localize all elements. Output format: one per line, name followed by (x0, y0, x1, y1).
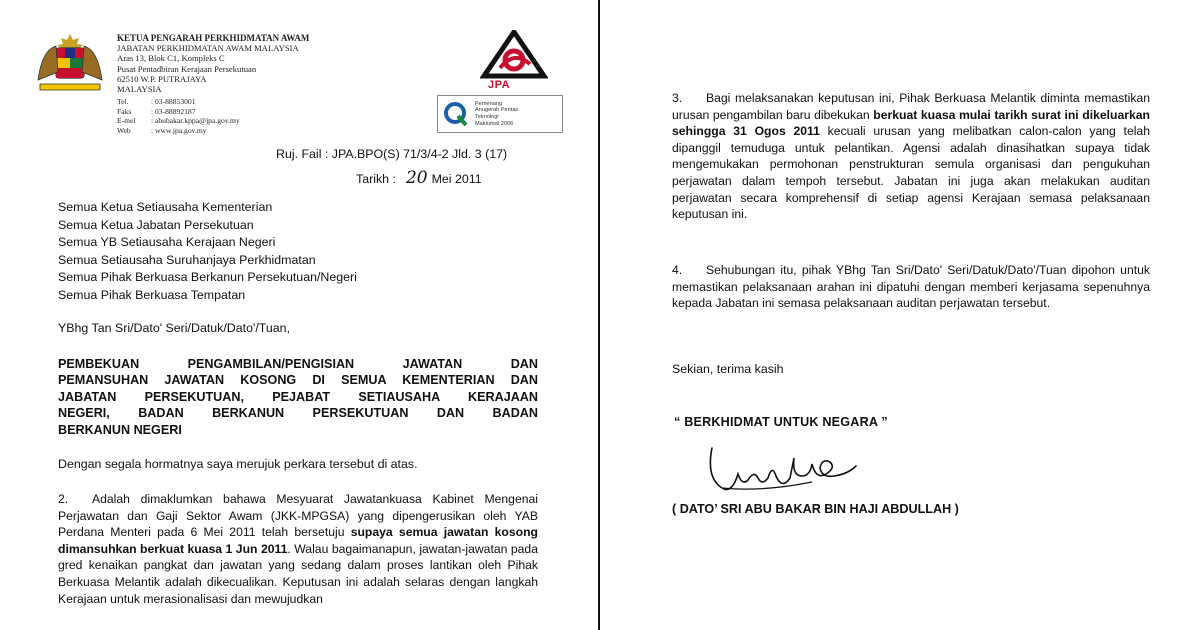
award-badge (437, 95, 563, 133)
paragraph-text: . Walau bagaimanapun, jawatan-jawatan pada gred kenaikan pangkat dan jawatan yang sedang dalam proses lantikan oleh Pihak Berkuasa Melantik adalah dikecualikan. Keputusan ini adalah selaras dengan langkah Kerajaan untuk merasionalisasi dan mewujudkan (58, 541, 538, 606)
contact-label: Web (117, 125, 131, 135)
contact-label: E-mel (117, 116, 136, 126)
handwritten-signature (700, 438, 890, 506)
contact-value: : abubakar.kppa@jpa.gov.my (151, 116, 240, 126)
paragraph-number: 2. (58, 492, 69, 506)
contact-row (117, 107, 240, 117)
date-month-year: Mei 2011 (431, 172, 482, 186)
subject-line: NEGERI, BADAN BERKANUN PERSEKUTUAN DAN BADAN (58, 406, 538, 421)
paragraph-4 (672, 262, 1150, 312)
paragraph-bold-text: supaya semua jawatan kosong dimansuhkan berkuat kuasa 1 Jun 2011 (58, 525, 538, 556)
letter-date (356, 168, 482, 188)
recipient-line: Semua Setiausaha Suruhanjaya Perkhidmatan (58, 252, 316, 267)
contact-value: : 03-88892187 (151, 106, 196, 116)
paragraph-3 (672, 90, 1150, 223)
paragraph-text: kecuali urusan yang melibatkan calon-calon yang telah dipanggil temuduga untuk pelantikan. Agensi adalah dinasihatkan supaya tidak mengemukakan permohonan penstrukturan semula organisasi dan pengukuhan perjawatan dalam tempoh tersebut. Jabatan ini juga akan melakukan auditan perjawatan secara komprehensif di setiap agensi Kerajaan semasa pelaksanaan keputusan ini. (672, 124, 1150, 222)
letterhead-address-block (117, 33, 309, 94)
closing-line: Sekian, terima kasih (672, 362, 784, 376)
motto: “ BERKHIDMAT UNTUK NEGARA ” (674, 415, 888, 429)
subject-line: PEMBEKUAN PENGAMBILAN/PENGISIAN JAWATAN DAN (58, 357, 538, 371)
award-line: Pemenang (475, 100, 503, 107)
paragraph-bold-text: berkuat kuasa mulai tarikh surat ini dikeluarkan sehingga 31 Ogos 2011 (672, 107, 1150, 139)
contact-value: : 03-88853001 (151, 97, 196, 106)
contact-row (117, 116, 240, 126)
subject-line: JABATAN PERSEKUTUAN, PEJABAT SETIAUSAHA KERAJAAN (58, 389, 538, 404)
paragraph-text: Sehubungan itu, pihak YBhg Tan Sri/Dato' Seri/Datuk/Dato'/Tuan dipohon untuk memastikan pelaksanaan arahan ini dipatuhi dengan memberi kerjasama sepenuhnya kepada Jabatan ini semasa pelaksanaan auditan perjawatan tersebut. (672, 263, 1150, 311)
award-text (475, 101, 518, 127)
page-divider (598, 0, 600, 630)
contact-label: Tel. (117, 97, 129, 106)
award-line: Anugerah Pentas (475, 107, 519, 114)
contact-block (117, 97, 240, 135)
subject-heading (58, 356, 538, 438)
recipient-line: Semua Ketua Jabatan Persekutuan (58, 217, 254, 232)
award-line: Maklumat 2006 (475, 120, 514, 127)
subject-line: PEMANSUHAN JAWATAN KOSONG DI SEMUA KEMENTERIAN DAN (58, 373, 538, 388)
file-reference: Ruj. Fail : JPA.BPO(S) 71/3/4-2 Jld. 3 (17) (276, 147, 508, 161)
paragraph-number: 4. (672, 263, 683, 277)
address-line: MALAYSIA (117, 84, 162, 95)
salutation: YBhg Tan Sri/Dato' Seri/Datuk/Dato'/Tuan, (58, 321, 291, 335)
subject-line: BERKANUN NEGERI (58, 422, 182, 437)
contact-label: Faks (117, 106, 132, 116)
date-day-handwritten: 20 (405, 168, 428, 188)
recipient-line: Semua Pihak Berkuasa Berkanun Persekutuan/Negeri (58, 270, 357, 285)
department-name: JABATAN PERKHIDMATAN AWAM MALAYSIA (117, 43, 299, 54)
signatory-name: ( DATO’ SRI ABU BAKAR BIN HAJI ABDULLAH ) (672, 502, 959, 516)
contact-value: : www.jpa.gov.my (151, 125, 207, 135)
recipient-line: Semua Ketua Setiausaha Kementerian (58, 200, 273, 214)
intro-sentence: Dengan segala hormatnya saya merujuk perkara tersebut di atas. (58, 457, 418, 471)
recipient-line: Semua YB Setiausaha Kerajaan Negeri (58, 235, 276, 250)
award-line: Teknologi (475, 114, 499, 120)
recipient-line: Semua Pihak Berkuasa Tempatan (58, 287, 246, 302)
address-line: Aras 13, Blok C1, Kompleks C (117, 53, 225, 64)
paragraph-text: Bagi melaksanakan keputusan ini, Pihak Berkuasa Melantik diminta memastikan urusan pengambilan baru dibekukan (672, 91, 1150, 122)
malaysia-coat-of-arms-icon (32, 30, 108, 92)
recipient-list (58, 199, 357, 305)
contact-row (117, 126, 240, 136)
q-award-icon (442, 100, 470, 128)
paragraph-text: Adalah dimaklumkan bahawa Mesyuarat Jawatankuasa Kabinet Mengenai Perjawatan dan Gaji Sektor Awam (JKK-MPGSA) yang dipengerusikan oleh YAB Perdana Menteri pada 6 Mei 2011 telah bersetuju (58, 492, 538, 540)
contact-row (117, 97, 240, 107)
paragraph-number: 3. (672, 91, 683, 105)
address-line: Pusat Pentadbiran Kerajaan Persekutuan (117, 63, 257, 74)
date-label: Tarikh : (356, 172, 396, 186)
paragraph-2 (58, 491, 538, 607)
org-title: KETUA PENGARAH PERKHIDMATAN AWAM (117, 33, 310, 43)
address-line: 62510 W.P. PUTRAJAYA (117, 73, 207, 84)
jpa-logo-text: JPA (488, 79, 511, 91)
